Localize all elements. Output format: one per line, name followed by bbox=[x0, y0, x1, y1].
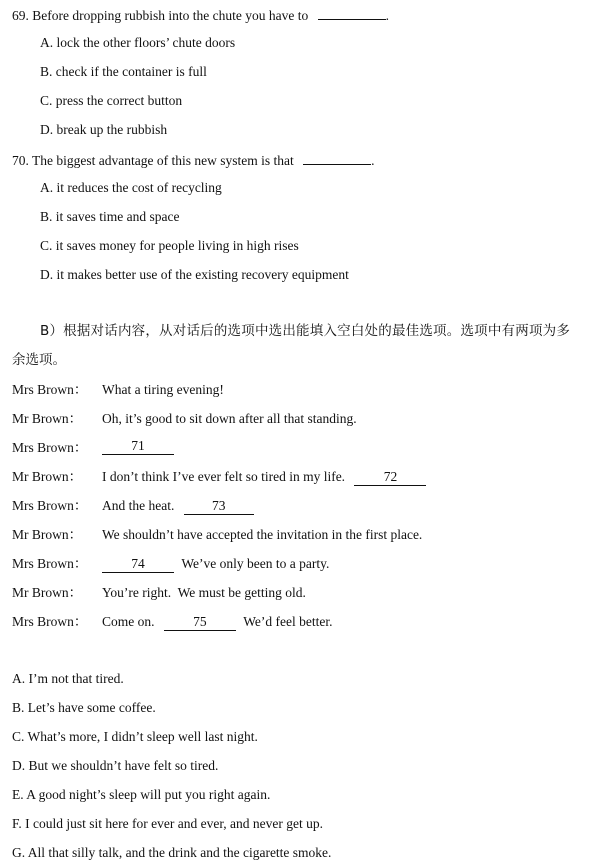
blank-73[interactable]: 73 bbox=[184, 498, 254, 515]
dialogue-speaker: Mr Brown： bbox=[12, 411, 83, 426]
dialogue-line bbox=[102, 555, 329, 573]
choice-d[interactable]: D. But we shouldn’t have felt so tired. bbox=[12, 758, 219, 773]
blank-72[interactable]: 72 bbox=[354, 469, 426, 486]
option-70-d[interactable]: D. it makes better use of the existing recovery equipment bbox=[40, 267, 349, 282]
dialogue-speaker: Mr Brown： bbox=[12, 469, 83, 484]
dialogue-text: And the heat. bbox=[102, 498, 175, 513]
choice-f[interactable]: F. I could just sit here for ever and ever, and never get up. bbox=[12, 816, 324, 831]
part-b-instruction-line-1: B）根据对话内容，从对话后的选项中选出能填入空白处的最佳选项。选项中有两项为多 bbox=[40, 323, 571, 339]
dialogue-line bbox=[102, 437, 174, 455]
dialogue-speaker: Mr Brown： bbox=[12, 585, 83, 600]
dialogue-line: You’re right. We must be getting old. bbox=[102, 585, 306, 600]
question-69-period: . bbox=[385, 8, 389, 23]
choice-a[interactable]: A. I’m not that tired. bbox=[12, 671, 124, 686]
question-70-period: . bbox=[371, 153, 375, 168]
dialogue-speaker: Mrs Brown： bbox=[12, 498, 88, 513]
dialogue-line bbox=[102, 468, 426, 486]
dialogue-speaker: Mrs Brown： bbox=[12, 614, 88, 629]
part-b-instruction-line-2: 余选项。 bbox=[12, 352, 66, 368]
option-69-b[interactable]: B. check if the container is full bbox=[40, 64, 207, 79]
option-70-b[interactable]: B. it saves time and space bbox=[40, 209, 180, 224]
question-69-stem bbox=[12, 5, 389, 25]
answer-blank-70[interactable] bbox=[303, 150, 371, 165]
choice-c[interactable]: C. What’s more, I didn’t sleep well last night. bbox=[12, 729, 258, 744]
dialogue-speaker: Mrs Brown： bbox=[12, 556, 88, 571]
answer-blank-69[interactable] bbox=[318, 5, 386, 20]
blank-75[interactable]: 75 bbox=[164, 614, 236, 631]
dialogue-text: We’ve only been to a party. bbox=[181, 556, 330, 571]
option-69-d[interactable]: D. break up the rubbish bbox=[40, 122, 168, 137]
choice-b[interactable]: B. Let’s have some coffee. bbox=[12, 700, 156, 715]
dialogue-text: We’d feel better. bbox=[243, 614, 333, 629]
option-70-a[interactable]: A. it reduces the cost of recycling bbox=[40, 180, 222, 195]
blank-74[interactable]: 74 bbox=[102, 556, 174, 573]
option-70-c[interactable]: C. it saves money for people living in high rises bbox=[40, 238, 299, 253]
dialogue-text: I don’t think I’ve ever felt so tired in my life. bbox=[102, 469, 346, 484]
dialogue-speaker: Mr Brown： bbox=[12, 527, 83, 542]
dialogue-line bbox=[102, 613, 333, 631]
dialogue-line: We shouldn’t have accepted the invitation in the first place. bbox=[102, 527, 423, 542]
dialogue-line: Oh, it’s good to sit down after all that standing. bbox=[102, 411, 357, 426]
dialogue-line: What a tiring evening! bbox=[102, 382, 224, 397]
dialogue-speaker: Mrs Brown： bbox=[12, 382, 88, 397]
choice-g[interactable]: G. All that silly talk, and the drink and the cigarette smoke. bbox=[12, 845, 332, 860]
dialogue-speaker: Mrs Brown： bbox=[12, 440, 88, 455]
choice-e[interactable]: E. A good night’s sleep will put you right again. bbox=[12, 787, 271, 802]
question-69-text: 69. Before dropping rubbish into the chute you have to bbox=[12, 8, 309, 23]
question-70-stem bbox=[12, 150, 374, 170]
option-69-a[interactable]: A. lock the other floors’ chute doors bbox=[40, 35, 236, 50]
question-70-text: 70. The biggest advantage of this new system is that bbox=[12, 153, 294, 168]
option-69-c[interactable]: C. press the correct button bbox=[40, 93, 183, 108]
blank-71[interactable]: 71 bbox=[102, 438, 174, 455]
dialogue-line bbox=[102, 497, 254, 515]
dialogue-text: Come on. bbox=[102, 614, 155, 629]
